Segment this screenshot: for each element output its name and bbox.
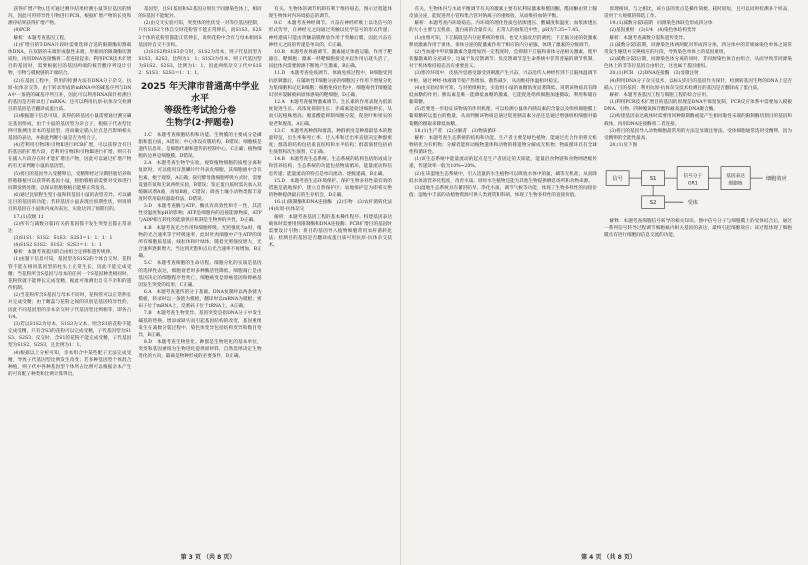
right-page-column-2 <box>604 6 792 547</box>
text-paragraph: 解析：本题考查基因工程。 <box>13 35 69 41</box>
label-nucleus: 细胞核 <box>728 181 743 187</box>
text-paragraph: (2)当花粉所含S基因与母本不同时，花粉管可以正常伸长并完成受精；由于雌蕊与花粉之间的识别是基因特异性的，因此不同基因型的亲本杂交时子代基因型比例相等，即各占1/4。 <box>8 293 132 320</box>
text-paragraph: 18.(1)生产者 (2)分解者 (3)物质循环 <box>414 128 497 134</box>
text-paragraph: 11.D 本题考查免疫调节。体液免疫过程中，B细胞受到抗原刺激后，在辅助性T细胞分泌的细胞因子作用下增殖分化为浆细胞和记忆B细胞；细胞免疫过程中，细胞毒性T细胞能识别并裂解被病原体感染的靶细胞，D正确。 <box>268 71 392 98</box>
text-paragraph: 10.B 本题考查体液调节。激素通过体液运输，作用于靶器官、靶细胞；激素一经靶细胞接受并起作用后就失活了，因此体内需要源源不断地产生激素，B正确。 <box>268 49 392 70</box>
text-paragraph: (2)基因重组 (3)1/4 (4)染色体结构变异 <box>609 28 697 34</box>
label-s1: S1 <box>649 176 657 183</box>
text-paragraph: (1)由题干信息可知，基因型为S1S2的个体自交时，花粉管不能在相同基因型的柱头上正常生长，因此不能完成受精；当花粉所含S基因与母本的任何一个S基因种类相同时，花粉管就不能伸长完成受精，据此可推测出自交不亲和的遗传机制。 <box>8 257 132 292</box>
left-page-footer: 第 3 页 （共 8 页） <box>180 554 236 561</box>
right-page-column-1 <box>409 6 597 547</box>
label-s2: S2 <box>649 200 657 207</box>
label-signal: 信号 <box>612 176 623 183</box>
label-receptor: 受体 <box>687 200 698 207</box>
text-paragraph: (3)寒冷环境中，皮肤冷觉感受器受到刺激产生兴奋，兴奋沿传入神经传到下丘脑体温调节中枢，通过神经-体液调节使产热增加、散热减少，从而维持体温相对稳定。 <box>409 71 597 84</box>
text-paragraph: (2)由交叉实验可知，突变体的性状受一对等位基因控制，只有S1S2个体自交时花粉管不能正常伸长，而S1S3、S2S3个体的花粉管都能正常伸长，说明花粉中含有与母本相同S基因时自交不亲和。 <box>138 21 262 48</box>
text-paragraph: 解析：本题考查基因的自由组合定律和遗传规律。 <box>13 250 115 256</box>
text-paragraph: 获得扩增产物),还可通过测序结果检测小鼠等位基因的情况，因此可用特异性引物进行PCR，根据扩增产物的长度和测序结果获得扩增产物。 <box>8 7 132 27</box>
text-paragraph: 20.(1)见下图 <box>609 142 638 148</box>
text-paragraph: (6)通过比较野生型小鼠和转基因小鼠的表型差异，可以确定目的基因的功能；若转基因小鼠表现出预期性状，则说明目的基因在小鼠体内成功表达，实验达到了预期目的。 <box>8 193 132 213</box>
text-paragraph: (3)将目的基因导入动物细胞最常用的方法是显微注射法，受体细胞通常选用受精卵，因为受精卵的全能性最高。 <box>604 128 792 141</box>
text-paragraph: (4)利用DNA分子杂交技术，以标记的目的基因作为探针，检测转基因生物的DNA上是否插入了目的基因；利用抗原-抗体杂交技术检测目的基因是否翻译成了蛋白质。 <box>604 78 792 91</box>
text-paragraph: 基因型，且S1基因和S2基因分别位于同源染色体上，相同的S基因不能配对。 <box>138 7 262 20</box>
text-paragraph: (3)S1S2和S1S3杂交时，S1S2为母本，则子代基因型为S1S3、S2S3，比例为1：1；S1S3为母本，则子代基因型为S1S2、S2S3，比例为1：1，因此两组杂交子代中S1S2：S1S3：S2S3＝1：1：1。 <box>138 49 262 77</box>
text-paragraph: 9.C 本题考查神经调节。兴奋在神经纤维上以电信号的形式传导，在神经元之间通过突触以化学信号的形式传递；神经递质只能由突触前膜释放作用于突触后膜，因此兴奋在神经元之间的传递是单向的，C正确。 <box>268 21 392 48</box>
text-paragraph: (2)减数分裂Ⅰ后期，同源染色体分离的同时，非同源染色体自由组合，从而导致非同源染色体上的非等位基因自由组合，这也属于基因重组。 <box>604 57 792 70</box>
text-paragraph: 17.(1)次级 11 <box>13 214 44 220</box>
right-page <box>400 0 800 565</box>
text-paragraph: (1)由图可知，下丘脑既是内分泌系统的枢纽，也受大脑皮层的调控；下丘脑分泌的促激素释放激素作用于垂体，垂体分泌的促激素作用于相应的内分泌腺，体现了激素的分级调节。 <box>409 35 597 48</box>
text-paragraph: (2)当血液中甲状腺激素含量增加到一定程度时，会抑制下丘脑和垂体分泌相关激素，使甲状腺激素的分泌减少，这属于负反馈调节；负反馈调节是生命系统中非常普遍的调节机制，对于机体维持稳态具有重要意义。 <box>409 49 597 70</box>
text-paragraph: 解析：本题考查生态系统的结构和功能。生产者主要是绿色植物，能通过光合作用将无机物转化为有机物；分解者能将动植物遗体和动物的排遗物分解成无机物；物质循环具有全球性和循环性。 <box>409 135 597 156</box>
text-paragraph: 解释：本题考查细胞信号转导的相关知识。图中信号分子与细胞膜上的受体结合后，通过一系列信号转导过程调节细胞核内相关基因的表达，最终引起细胞效应；该过程体现了细胞膜具有进行细胞间信息交流的功能。 <box>604 218 792 239</box>
text-paragraph: (4)根据以上分析可知，亲本组合中某些配子无法完成受精，导致子代基因型比例发生改变；若多种基因型个体混合种植，则子代中各种基因型个体所占比例可以根据亲本产生的可育配子种类和比例计算得出。 <box>8 350 132 377</box>
text-paragraph: 有关。生物体的调节机制有利于维持稳态，图示过程能体现生物体对内环境稳态的调节。 <box>268 7 392 20</box>
text-paragraph: 解析：本题考查内环境稳态。内环境的理化性质包括渗透压、酸碱度和温度；血浆渗透压的大小主要与无机盐、蛋白质的含量有关；正常人的血浆近中性，pH为7.35~7.45。 <box>409 21 597 34</box>
exam-title-line-3: 生物学(2·押题卷) <box>166 117 234 128</box>
text-paragraph: 5.C 本题考查细胞的生命历程。细胞分化的实质是基因的选择性表达，细胞衰老时多种酶活性降低，细胞凋亡是由基因决定的细胞程序性死亡，细胞癌变是原癌基因和抑癌基因发生突变的结果，C正确。 <box>138 261 262 288</box>
text-paragraph: (4)由实验结果可知，与对照组相比，实验组小鼠的血糖浓度显著降低，说明该物质具有降低血糖的作用；胰岛素是唯一能降低血糖的激素，它能促进组织细胞加速摄取、利用和储存葡萄糖。 <box>409 85 597 106</box>
text-paragraph: 19.(1)减数分裂Ⅰ前期 同源染色体联会形成四分体 <box>609 21 713 27</box>
text-paragraph: (3)湿地生态系统具有蓄洪防旱、净化水质、调节气候等功能，体现了生物多样性的间接价值；湿地中丰富的动植物资源可供人类观赏和科研，体现了生物多样性的直接价值。 <box>409 185 597 199</box>
text-paragraph: 有关。生物体内与水盐平衡调节有关的激素主要有抗利尿激素和醛固酮，醛固酮由肾上腺皮质分泌，能促进肾小管和集合管对钠离子的重吸收，从而维持血钠平衡。 <box>409 7 597 20</box>
text-paragraph: (1)扩增目的T-DNA片段时需要选择合适的限制酶切割载体DNA，在双链的末端形成黏性末端，用相同的限制酶切割质粒，再用DNA连接酶将二者连接起来；利用PCR技术扩增目的基因时，需要根据目的基因两端的核苷酸序列设计引物，引物与模板链的3'端结合。 <box>8 42 132 77</box>
left-page-column-3 <box>268 6 397 547</box>
exam-title-line-2: 等级性考试抢分卷 <box>163 105 236 116</box>
text-paragraph: 解析：本题考查基因工程与细胞工程的综合应用。 <box>609 92 711 98</box>
text-paragraph: 1.C 本题考查细胞结构和功能。生物膜的主要成分是磷脂和蛋白质，A错误；中心体没有膜结构，B错误；细胞核是遗传信息库，是细胞代谢和遗传的控制中心，C正确；植物细胞的边界是细胞膜，D错误。 <box>138 132 262 160</box>
text-paragraph: 8.D 本题考查生物进化。种群是生物进化的基本单位，突变和基因重组为生物进化提供原材料，自然选择决定生物进化的方向，隔离是物种形成的必要条件，D正确。 <box>138 340 262 360</box>
text-paragraph: 解析：本题考查基因工程的基本操作程序。构建基因表达载体时需要用到限制酶和DNA连接酶；PCR扩增目的基因时需要设计引物；将目的基因导入植物细胞常用农杆菌转化法；检测目的基因是否翻译成蛋白质可用抗原-抗体杂交技术。 <box>268 214 392 249</box>
text-paragraph: 6.A 本题考查遗传的分子基础。DNA复制时以两条链为模板，转录时以一条链为模板，翻译时以mRNA为模板；密码子位于mRNA上，反密码子位于tRNA上，A正确。 <box>138 290 262 310</box>
text-paragraph: (5)若要进一步验证该物质的作用机理，可以检测小鼠体内胰岛素的含量以及组织细胞膜上葡萄糖转运蛋白的数量，从而判断该物质是通过促进胰岛素分泌还是通过增强组织细胞对葡萄糖的摄取来降低血糖。 <box>409 107 597 127</box>
text-paragraph: (2)在该湿地生态系统中，引入适量的水生植物可以吸收水体中的氮、磷等无机盐，从而降低水体富营养化程度，改善水质；同时水生植物还能为其他生物提供栖息场所和食物来源。 <box>409 171 597 184</box>
text-paragraph: (3)S1S1：S1S2：S1S3：S2S3＝1：1：1：1 <box>13 236 113 241</box>
right-page-footer: 第 4 页 （共 8 页） <box>581 554 636 561</box>
text-paragraph: (1)该生态系统中能量流动的起点是生产者固定的太阳能，能量沿食物链和食物网逐级传递，传递效率一般为10%~20%。 <box>409 157 597 170</box>
label-signal-molecule: 信号分子 <box>683 174 703 180</box>
text-paragraph: 14.B 本题考查生态系统。生态系统的结构包括组成成分和营养结构，生态系统的功能包括物质循环、能量流动和信息传递；能量流动的特点是单向流动、逐级递减，B正确。 <box>268 157 392 177</box>
left-page-column-2 <box>138 6 261 547</box>
text-paragraph: 原理相同，与之相比，该方法的优点是操作简便、耗时较短，且可以同时检测多个样品，适用于大规模的筛选工作。 <box>604 7 792 20</box>
exam-title-line-1: 2025 年天津市普通高中学业水平 <box>140 81 260 104</box>
text-paragraph: 20.(1)PCR (2)DNA连接酶 (3)显微注射 <box>609 71 699 77</box>
left-page-column-1 <box>8 6 131 547</box>
text-paragraph: 7.B 本题考查生物变异。基因突变是指DNA分子中发生碱基的替换、增添或缺失而引起基因结构的改变，基因重组发生在减数分裂过程中，染色体变异包括结构变异和数目变异，B正确。 <box>138 311 262 338</box>
text-paragraph: (4)PCR <box>13 28 31 34</box>
text-paragraph: 12.A 本题考查植物激素调节。生长素的作用表现为低浓度促进生长、高浓度抑制生长；赤霉素能促进细胞伸长，从而引起植株增高；脱落酸能抑制细胞分裂，促进叶和果实的衰老和脱落，A正确。 <box>268 100 392 127</box>
text-paragraph: (4)S1S2 S1S2：S1S3：S2S3＝1：1：1 <box>13 243 102 249</box>
text-paragraph: (4)若利用引物Ⅰ和引物Ⅱ进行PCR扩增，可以获得含有目的基因的扩增片段，若利用引物Ⅰ和引物Ⅲ进行扩增，则只有在插入片段存在时才能扩增出产物，因此可以通过扩增产物的有无来判断小鼠的基因型。 <box>8 142 132 170</box>
text-paragraph: (2)所有与减数分裂Ⅰ有关的基因都不发生突变且都正常表达 <box>8 221 132 234</box>
text-paragraph: 13.C 本题考查种群和群落。种群密度是种群最基本的数量特征，出生率和死亡率、迁入率和迁出率直接决定种群密度；群落的结构包括垂直结构和水平结构；群落演替包括初生演替和次生演替，C正确。 <box>268 128 392 156</box>
text-paragraph: (1)利用PCR技术扩增目的基因的原理是DNA半保留复制，PCR反应体系中需要加入模板DNA、引物、四种脱氧核苷酸和耐高温的DNA聚合酶。 <box>604 100 792 113</box>
label-gene-expression: 基因表达 <box>726 174 745 180</box>
text-paragraph: (2)构建基因表达载体时需要用同种限制酶或能产生相同黏性末端的限制酶切割目的基因和载体，再用DNA连接酶将二者连接。 <box>604 114 792 127</box>
text-paragraph: (1)减数分裂Ⅰ前期，同源染色体两两配对形成四分体，四分体中的非姐妹染色单体之间常常发生缠绕并交换相应的片段，导致染色单体上的基因重组。 <box>604 42 792 55</box>
left-page <box>0 0 400 565</box>
text-paragraph: (3)若以S1S2为母本，S1S3为父本，则含S1的花粉不能完成受精，只有含S3的花粉可以完成受精，子代基因型为S1S3、S2S3；反交时，含S1的花粉不能完成受精，子代基因型为S1S2、S2S3，且比例为1：1。 <box>8 321 132 349</box>
text-paragraph: (5)将目的基因导入受精卵后，受精卵经过早期胚胎培养和胚胎移植可以获得转基因小鼠，胚胎移植前需要对受体进行同期发情处理，以保证胚胎移植后能够正常发育。 <box>8 171 132 191</box>
signal-pathway-diagram <box>604 152 792 215</box>
text-paragraph: 3.D 本题考查酶与ATP。酶具有高效性和专一性，其活性受温度和pH的影响；ATP是细胞内的直接能源物质，ATP与ADP相互转化的能量供应机制是生物界的共性，D正确。 <box>138 204 262 224</box>
text-paragraph: 4.B 本题考查光合作用和细胞呼吸。光照强度为a时，植物的光合速率等于呼吸速率，此时叶肉细胞中产生ATP的场所有细胞质基质、线粒体和叶绿体；随着光照强度增大，光合速率逐渐增大，当达到光饱和点后光合速率不再增加，B正确。 <box>138 225 262 260</box>
pathway-diagram-svg <box>604 152 792 215</box>
text-paragraph: (2)在基因工程中，常用的检测方法有DNA分子杂交、抗原-抗体杂交等，由于转录形成的mRNA中的碱基序列与DNA中一条链的碱基序列互补，因此可以利用RNA探针检测目的基因是否转录出了mRNA；还可以利用抗原-抗体杂交检测目的基因是否翻译成蛋白质。 <box>8 78 132 113</box>
text-paragraph: 解析：本题考查减数分裂和遗传变异。 <box>609 35 688 41</box>
text-paragraph: (3)根据题干信息可知，获得的转基因小鼠需要通过测交确定基因组成，由于小鼠的基因型为杂合子，根据子代表型比例可推测出亲本的基因型，进而确定插入位点是否影响相关基因的表达，并据此判断小鼠是否为纯合子。 <box>8 114 132 141</box>
label-cell-effect: 细胞效应 <box>765 176 787 183</box>
exam-title-block <box>138 81 261 129</box>
label-gr1: GR1 <box>687 181 698 187</box>
text-paragraph: 2.A 本题考查生物学实验。观察植物细胞的质壁分离和复原时，可以使用洋葱鳞片叶外表皮细胞，其细胞液中含有色素，便于观察，A正确；探究酵母菌细胞呼吸方式时，需要设置有氧和无氧两组实验，B错误；鉴定蛋白质时需先加入双缩脲试剂A液，再加B液，C错误；调查土壤小动物类群丰富度时常用取样器取样法，D错误。 <box>138 161 262 202</box>
text-paragraph: 16.(1)限制酶和DNA连接酶 (2)引物 (3)农杆菌转化法 (4)抗原-抗体杂交 <box>268 200 397 213</box>
text-paragraph: 15.D 本题考查生态环境保护。保护生物多样性最有效的措施是就地保护，建立自然保护区；易地保护是为即将灭绝的物种提供最后的生存机会，D正确。 <box>268 178 392 199</box>
